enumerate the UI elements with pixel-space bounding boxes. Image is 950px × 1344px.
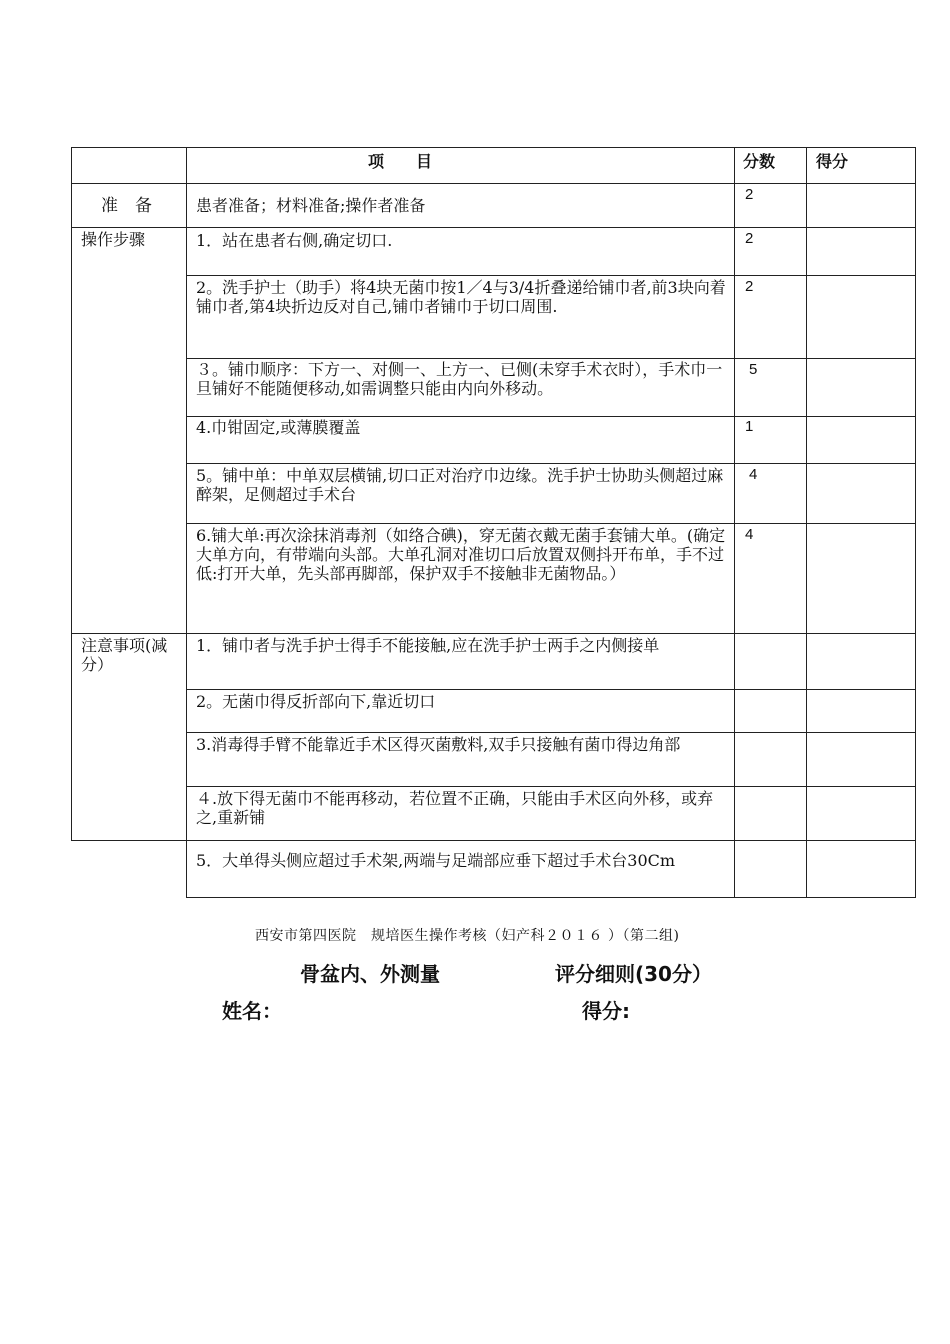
note-2-text: 2。无菌巾得反折部向下,靠近切口 xyxy=(196,692,436,711)
note-5-text: 5．大单得头侧应超过手术架,两端与足端部应垂下超过手术台30Cm xyxy=(196,851,676,870)
footer-line: 西安市第四医院 规培医生操作考核（妇产科２０１６ ）（第二组) xyxy=(255,928,680,944)
category-prep: 准 备 xyxy=(101,196,152,216)
step-6-points: 4 xyxy=(745,526,754,543)
note-1-text: 1．铺巾者与洗手护士得手不能接触,应在洗手护士两手之内侧接单 xyxy=(196,636,660,655)
step-6-text: 6.铺大单:再次涂抹消毒剂（如络合碘)，穿无菌衣戴无菌手套铺大单。(确定大单方向，有带端向头部。大单孔洞对准切口后放置双侧抖开布单，手不过低:打开大单，先头部再脚部，保护双手不接触非无菌物品。） xyxy=(196,526,726,583)
step-4-points: 1 xyxy=(745,418,754,435)
step-2-text: 2。洗手护士（助手）将4块无菌巾按1／4与3/4折叠递给铺巾者,前3块向着铺巾者,第4块折边反对自己,铺巾者铺巾于切口周围. xyxy=(196,278,726,316)
note-4-text: ４.放下得无菌巾不能再移动，若位置不正确，只能由手术区向外移，或弃之,重新铺 xyxy=(196,789,714,827)
name-label: 姓名： xyxy=(222,999,282,1023)
step-3-text: ３。铺巾顺序：下方一、对侧一、上方一、已侧(未穿手术衣时），手术巾一旦铺好不能随便移动,如需调整只能由内向外移动。 xyxy=(196,360,723,398)
prep-points: 2 xyxy=(745,186,754,203)
footer-title-right: 评分细则(30分） xyxy=(555,962,712,986)
step-5-text: 5。铺中单：中单双层横铺,切口正对治疗巾边缘。洗手护士协助头侧超过麻醉架，足侧超过手术台 xyxy=(196,466,724,504)
score-label: 得分: xyxy=(582,999,630,1023)
column-header-score: 得分 xyxy=(816,152,849,171)
step-1-points: 2 xyxy=(745,230,754,247)
note-3-text: 3.消毒得手臂不能靠近手术区得灭菌敷料,双手只接触有菌巾得边角部 xyxy=(196,735,681,754)
column-header-points: 分数 xyxy=(743,152,776,171)
category-notes: 注意事项(减分） xyxy=(81,636,168,674)
footer-title-left: 骨盆内、外测量 xyxy=(300,962,440,986)
step-2-points: 2 xyxy=(745,278,754,295)
step-3-points: 5 xyxy=(749,361,758,378)
step-4-text: 4.巾钳固定,或薄膜覆盖 xyxy=(196,418,361,437)
step-1-text: 1．站在患者右侧,确定切口. xyxy=(196,231,393,250)
column-header-item: 项 目 xyxy=(368,152,433,171)
prep-content: 患者准备；材料准备;操作者准备 xyxy=(196,196,426,215)
category-steps: 操作步骤 xyxy=(81,230,146,249)
step-5-points: 4 xyxy=(749,466,758,483)
